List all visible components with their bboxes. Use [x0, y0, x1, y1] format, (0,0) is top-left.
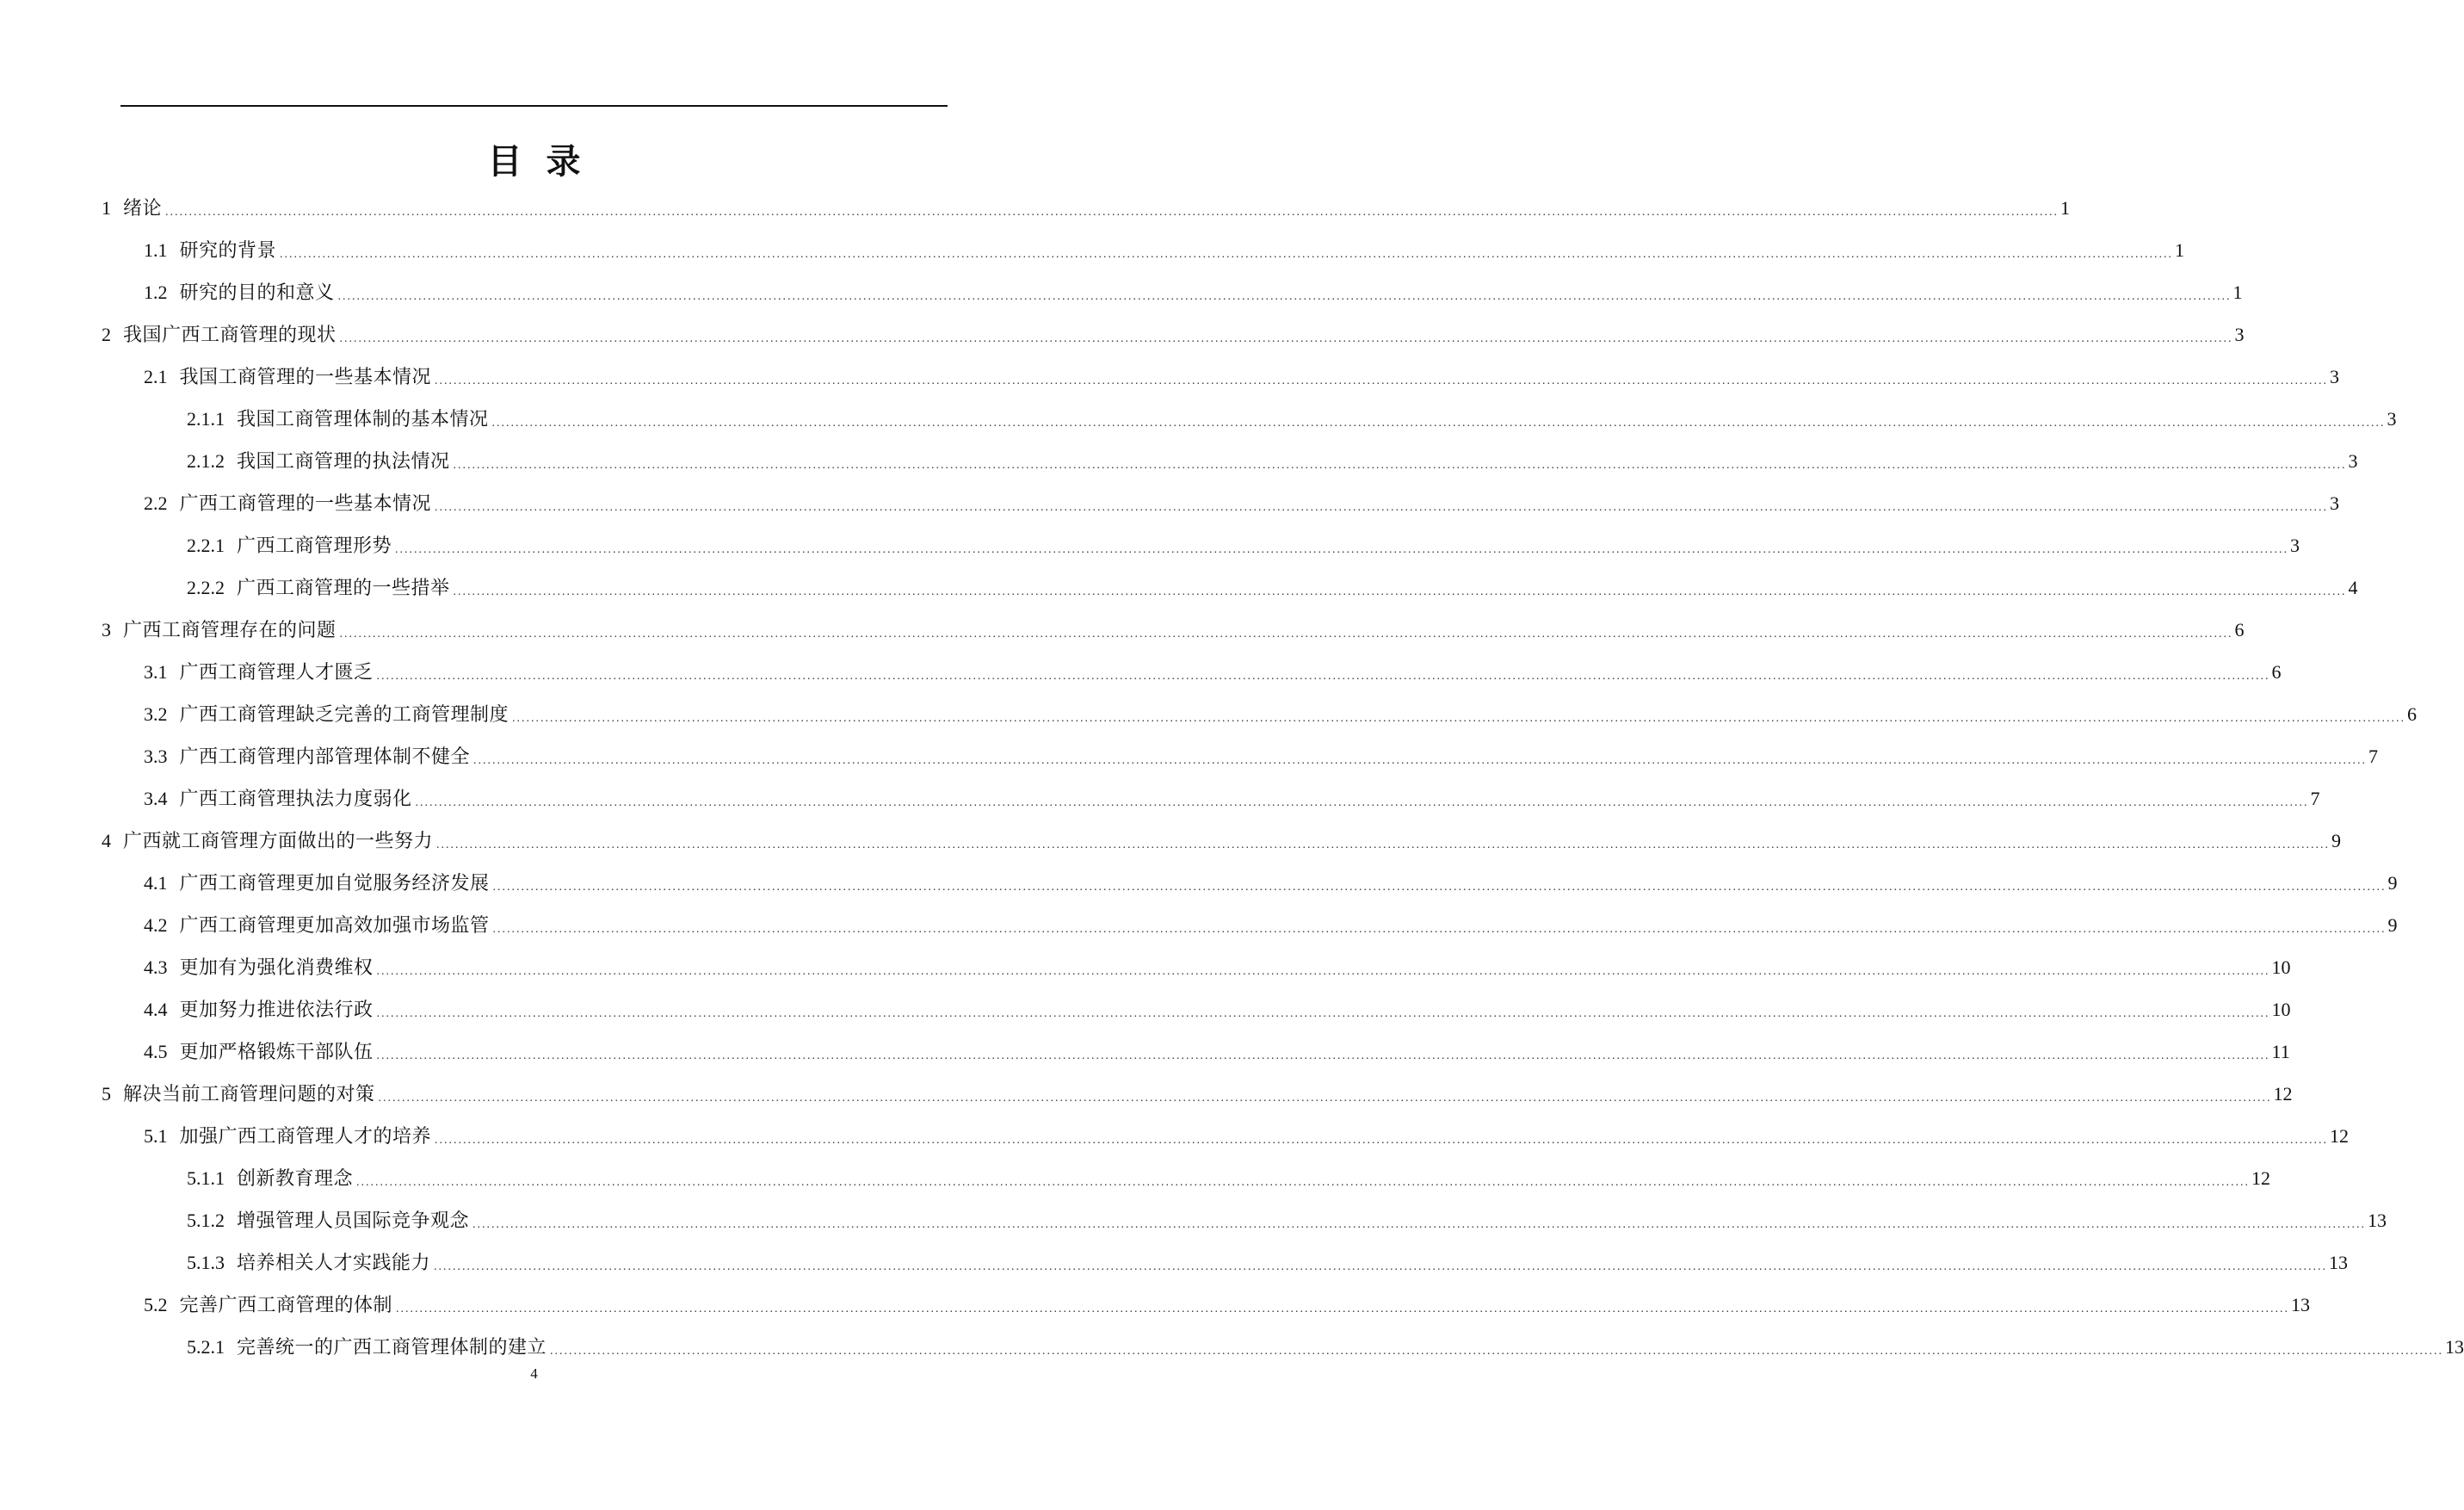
toc-dot-leader: ................................................................................................................................................................................................................................................................................................................................................................................................................ — [378, 1091, 2272, 1105]
toc-entry-number: 4.3 — [144, 956, 168, 978]
toc-dot-leader: ................................................................................................................................................................................................................................................................................................................................................................................................................ — [339, 331, 2233, 345]
toc-entry[interactable] — [102, 398, 2397, 440]
header-rule — [120, 105, 948, 107]
toc-entry-title: 广西就工商管理方面做出的一些努力 — [123, 829, 434, 851]
toc-entry-title: 我国工商管理的执法情况 — [237, 449, 450, 472]
toc-dot-leader: ................................................................................................................................................................................................................................................................................................................................................................................................................ — [165, 205, 2060, 219]
toc-entry-page: 13 — [2368, 1209, 2387, 1231]
toc-entry-number: 1.1 — [144, 238, 168, 261]
toc-dot-leader: ................................................................................................................................................................................................................................................................................................................................................................................................................ — [376, 1006, 2270, 1020]
page-number: 4 — [530, 1365, 538, 1382]
toc-dot-leader: ................................................................................................................................................................................................................................................................................................................................................................................................................ — [512, 711, 2406, 725]
toc-entry[interactable] — [102, 356, 2340, 398]
toc-entry-number: 5.2.1 — [187, 1335, 225, 1358]
page-title: 目录 — [487, 142, 605, 181]
toc-entry[interactable] — [102, 1241, 2349, 1284]
toc-dot-leader: ................................................................................................................................................................................................................................................................................................................................................................................................................ — [491, 416, 2386, 430]
toc-entry-number: 5.1.3 — [187, 1251, 225, 1273]
toc-entry-number: 5.1.2 — [187, 1209, 225, 1231]
toc-dot-leader: ................................................................................................................................................................................................................................................................................................................................................................................................................ — [435, 500, 2329, 514]
toc-entry-page: 3 — [2330, 365, 2340, 387]
toc-dot-leader: ................................................................................................................................................................................................................................................................................................................................................................................................................ — [435, 374, 2329, 387]
toc-entry-title: 完善统一的广西工商管理体制的建立 — [237, 1335, 547, 1358]
toc-dot-leader: ................................................................................................................................................................................................................................................................................................................................................................................................................ — [453, 585, 2347, 598]
toc-entry-number: 4 — [102, 829, 111, 851]
toc-dot-leader: ................................................................................................................................................................................................................................................................................................................................................................................................................ — [376, 669, 2270, 683]
toc-dot-leader: ................................................................................................................................................................................................................................................................................................................................................................................................................ — [415, 795, 2309, 809]
toc-entry[interactable] — [102, 1326, 2464, 1368]
toc-entry[interactable] — [102, 988, 2291, 1030]
toc-entry-page: 12 — [2273, 1082, 2293, 1105]
toc-entry-number: 4.1 — [144, 871, 168, 894]
toc-entry[interactable] — [102, 1284, 2311, 1326]
toc-entry-page: 9 — [2387, 871, 2398, 894]
toc-entry-page: 3 — [2234, 323, 2245, 345]
toc-entry-title: 解决当前工商管理问题的对策 — [123, 1082, 375, 1105]
toc-entry-number: 1.2 — [144, 281, 168, 303]
toc-dot-leader: ................................................................................................................................................................................................................................................................................................................................................................................................................ — [395, 542, 2289, 556]
toc-entry-number: 5.1 — [144, 1124, 168, 1147]
toc-entry-page: 4 — [2348, 576, 2358, 598]
toc-entry-page: 6 — [2271, 660, 2282, 683]
toc-entry-number: 3.4 — [144, 787, 168, 809]
toc-entry[interactable] — [102, 1157, 2271, 1199]
toc-entry-number: 4.5 — [144, 1040, 168, 1062]
toc-entry[interactable] — [102, 820, 2342, 862]
toc-entry-number: 2.1 — [144, 365, 168, 387]
toc-entry-page: 13 — [2445, 1335, 2464, 1358]
toc-entry[interactable] — [102, 313, 2245, 356]
toc-entry-title: 广西工商管理更加高效加强市场监管 — [179, 913, 490, 936]
toc-entry-title: 更加努力推进依法行政 — [179, 998, 374, 1020]
toc-entry[interactable] — [102, 271, 2243, 313]
toc-entry[interactable] — [102, 1115, 2350, 1157]
toc-entry-title: 更加严格锻炼干部队伍 — [179, 1040, 374, 1062]
toc-entry-page: 3 — [2330, 492, 2340, 514]
toc-entry-page: 6 — [2234, 618, 2245, 641]
toc-entry-title: 培养相关人才实践能力 — [237, 1251, 431, 1273]
toc-entry-title: 广西工商管理执法力度弱化 — [179, 787, 412, 809]
toc-entry-title: 广西工商管理存在的问题 — [123, 618, 337, 641]
toc-entry-page: 1 — [2175, 238, 2185, 261]
toc-dot-leader: ................................................................................................................................................................................................................................................................................................................................................................................................................ — [376, 1049, 2270, 1062]
toc-dot-leader: ................................................................................................................................................................................................................................................................................................................................................................................................................ — [356, 1175, 2251, 1189]
toc-dot-leader: ................................................................................................................................................................................................................................................................................................................................................................................................................ — [472, 1217, 2367, 1231]
toc-entry-title: 我国工商管理体制的基本情况 — [237, 407, 489, 430]
toc-entry-number: 3.1 — [144, 660, 168, 683]
toc-entry-number: 3.2 — [144, 702, 168, 725]
toc-entry-page: 7 — [2310, 787, 2320, 809]
toc-entry[interactable] — [102, 904, 2398, 946]
table-of-contents — [102, 187, 2464, 1368]
toc-entry-page: 13 — [2291, 1293, 2311, 1315]
toc-entry-number: 5 — [102, 1082, 111, 1105]
toc-entry-number: 5.1.1 — [187, 1167, 225, 1189]
toc-entry-title: 绪论 — [123, 196, 163, 219]
toc-entry-page: 9 — [2331, 829, 2342, 851]
toc-entry-number: 4.2 — [144, 913, 168, 936]
toc-entry-title: 创新教育理念 — [237, 1167, 354, 1189]
toc-entry-number: 3.3 — [144, 745, 168, 767]
toc-entry-title: 增强管理人员国际竞争观念 — [237, 1209, 470, 1231]
toc-entry-number: 5.2 — [144, 1293, 168, 1315]
toc-entry-title: 我国工商管理的一些基本情况 — [179, 365, 432, 387]
toc-entry-page: 12 — [2251, 1167, 2271, 1189]
toc-entry-title: 研究的目的和意义 — [179, 281, 335, 303]
toc-entry-page: 10 — [2271, 998, 2291, 1020]
toc-dot-leader: ................................................................................................................................................................................................................................................................................................................................................................................................................ — [434, 1259, 2328, 1273]
toc-entry-title: 研究的背景 — [179, 238, 277, 261]
toc-entry[interactable] — [102, 566, 2358, 609]
toc-entry[interactable] — [102, 946, 2291, 988]
toc-dot-leader: ................................................................................................................................................................................................................................................................................................................................................................................................................ — [492, 880, 2387, 894]
toc-entry-title: 广西工商管理形势 — [237, 534, 392, 556]
toc-entry-number: 2.1.2 — [187, 449, 225, 472]
toc-entry-number: 3 — [102, 618, 111, 641]
toc-entry-title: 广西工商管理内部管理体制不健全 — [179, 745, 471, 767]
toc-entry-number: 1 — [102, 196, 111, 219]
toc-entry[interactable] — [102, 482, 2340, 524]
toc-entry[interactable] — [102, 229, 2185, 271]
toc-dot-leader: ................................................................................................................................................................................................................................................................................................................................................................................................................ — [280, 247, 2174, 261]
toc-entry-number: 4.4 — [144, 998, 168, 1020]
toc-entry-number: 2 — [102, 323, 111, 345]
toc-entry-page: 1 — [2060, 196, 2071, 219]
toc-entry-page: 1 — [2232, 281, 2243, 303]
toc-entry-title: 广西工商管理人才匮乏 — [179, 660, 374, 683]
toc-entry-title: 广西工商管理的一些基本情况 — [179, 492, 432, 514]
toc-dot-leader: ................................................................................................................................................................................................................................................................................................................................................................................................................ — [435, 1133, 2329, 1147]
toc-entry-page: 3 — [2348, 449, 2358, 472]
toc-entry-title: 广西工商管理缺乏完善的工商管理制度 — [179, 702, 509, 725]
toc-entry-page: 6 — [2407, 702, 2418, 725]
toc-entry[interactable] — [102, 651, 2282, 693]
toc-entry-number: 2.2 — [144, 492, 168, 514]
toc-entry[interactable] — [102, 1073, 2293, 1115]
toc-entry-page: 11 — [2271, 1040, 2290, 1062]
toc-entry-page: 10 — [2271, 956, 2291, 978]
toc-entry-page: 12 — [2330, 1124, 2350, 1147]
toc-dot-leader: ................................................................................................................................................................................................................................................................................................................................................................................................................ — [396, 1302, 2290, 1315]
toc-entry[interactable] — [102, 524, 2300, 566]
toc-entry-page: 9 — [2387, 913, 2398, 936]
toc-dot-leader: ................................................................................................................................................................................................................................................................................................................................................................................................................ — [550, 1344, 2444, 1358]
toc-entry-number: 2.2.2 — [187, 576, 225, 598]
toc-entry[interactable] — [102, 735, 2379, 777]
toc-entry-title: 我国广西工商管理的现状 — [123, 323, 337, 345]
toc-entry-number: 2.2.1 — [187, 534, 225, 556]
toc-entry[interactable] — [102, 777, 2320, 820]
toc-entry-title: 广西工商管理更加自觉服务经济发展 — [179, 871, 490, 894]
toc-entry-title: 广西工商管理的一些措举 — [237, 576, 450, 598]
toc-entry-page: 3 — [2290, 534, 2300, 556]
toc-entry[interactable] — [102, 862, 2398, 904]
toc-entry[interactable] — [102, 1199, 2387, 1241]
toc-entry-page: 3 — [2387, 407, 2397, 430]
toc-entry[interactable] — [102, 187, 2071, 229]
toc-dot-leader: ................................................................................................................................................................................................................................................................................................................................................................................................................ — [492, 922, 2387, 936]
toc-dot-leader: ................................................................................................................................................................................................................................................................................................................................................................................................................ — [376, 964, 2270, 978]
toc-entry[interactable] — [102, 1030, 2290, 1073]
toc-dot-leader: ................................................................................................................................................................................................................................................................................................................................................................................................................ — [473, 753, 2368, 767]
toc-dot-leader: ................................................................................................................................................................................................................................................................................................................................................................................................................ — [337, 289, 2232, 303]
toc-entry[interactable] — [102, 693, 2418, 735]
toc-entry-page: 7 — [2368, 745, 2379, 767]
toc-dot-leader: ................................................................................................................................................................................................................................................................................................................................................................................................................ — [339, 627, 2233, 641]
toc-entry-title: 完善广西工商管理的体制 — [179, 1293, 393, 1315]
toc-entry[interactable] — [102, 609, 2245, 651]
toc-entry-number: 2.1.1 — [187, 407, 225, 430]
toc-entry-title: 更加有为强化消费维权 — [179, 956, 374, 978]
toc-entry[interactable] — [102, 440, 2358, 482]
toc-dot-leader: ................................................................................................................................................................................................................................................................................................................................................................................................................ — [453, 458, 2347, 472]
toc-entry-page: 13 — [2329, 1251, 2349, 1273]
toc-dot-leader: ................................................................................................................................................................................................................................................................................................................................................................................................................ — [436, 838, 2331, 851]
toc-entry-title: 加强广西工商管理人才的培养 — [179, 1124, 432, 1147]
